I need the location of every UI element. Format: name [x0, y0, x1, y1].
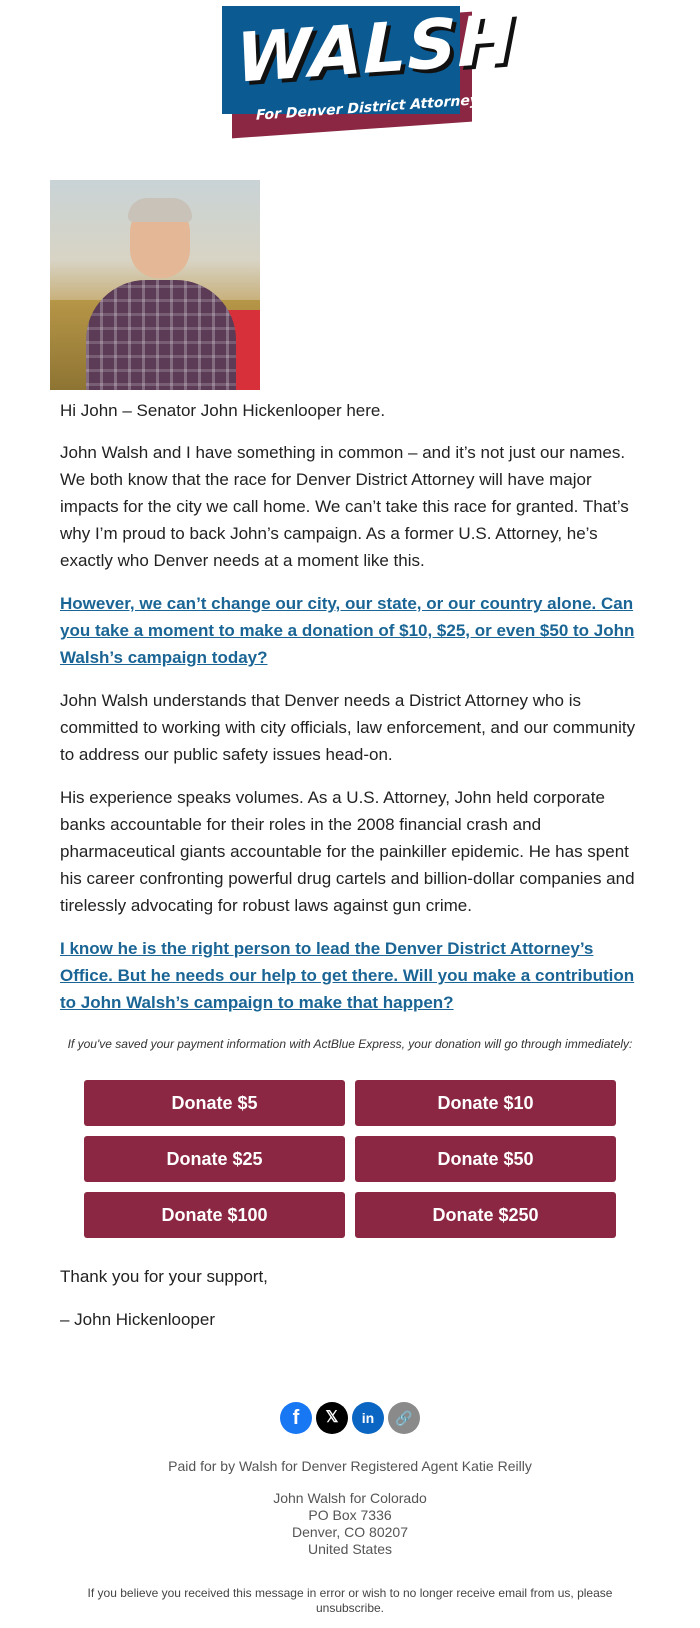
address-city: Denver, CO 80207	[292, 1524, 408, 1540]
closing	[60, 1263, 268, 1349]
paragraph-3: His experience speaks volumes. As a U.S. Attorney, John held corporate banks accountable for their roles in the 2008 financial crash and pharmaceutical giants accountable for the painkiller epidemic. He has spent his career confronting powerful drug cartels and billion-dollar companies and tirelessly advocating for robust laws against gun crime.	[60, 788, 635, 915]
thanks-text: Thank you for your support,	[60, 1267, 268, 1286]
photo-hair	[128, 198, 192, 222]
donate-5-button[interactable]: Donate $5	[84, 1080, 345, 1126]
donate-10-button[interactable]: Donate $10	[355, 1080, 616, 1126]
unsubscribe-text[interactable]: If you believe you received this message in error or wish to no longer receive email from us, please unsubscribe.	[87, 1586, 613, 1615]
greeting: Hi John – Senator John Hickenlooper here.	[60, 401, 386, 420]
logo-title: WALSH	[236, 0, 516, 99]
donate-25-button[interactable]: Donate $25	[84, 1136, 345, 1182]
donate-link-1[interactable]: However, we can’t change our city, our state, or our country alone. Can you take a moment to make a donation of $10, $25, or even $50 to John Walsh’s campaign today?	[60, 594, 635, 667]
address-name: John Walsh for Colorado	[273, 1490, 427, 1506]
paid-for-notice: Paid for by Walsh for Denver Registered Agent Katie Reilly	[168, 1458, 532, 1474]
portrait-photo	[50, 180, 260, 390]
actblue-note: If you've saved your payment information with ActBlue Express, your donation will go through immediately:	[67, 1037, 633, 1051]
facebook-icon[interactable]: f	[280, 1402, 312, 1434]
address-country: United States	[307, 1541, 393, 1557]
linkedin-icon[interactable]: in	[352, 1402, 384, 1434]
x-icon[interactable]: 𝕏	[316, 1402, 348, 1434]
paragraph-1: John Walsh and I have something in common – and it’s not just our names. We both know that the race for Denver District Attorney will have major impacts for the city we call home. We can’t take this race for granted. That’s why I’m proud to back John’s campaign. As a former U.S. Attorney, he’s exactly who Denver needs at a moment like this.	[60, 443, 629, 570]
logo-subtitle: For Denver District Attorney	[256, 92, 479, 124]
donate-50-button[interactable]: Donate $50	[355, 1136, 616, 1182]
photo-shirt	[86, 280, 236, 390]
link-icon[interactable]: 🔗	[388, 1402, 420, 1434]
social-links	[280, 1402, 420, 1436]
campaign-logo	[222, 0, 516, 138]
donate-250-button[interactable]: Donate $250	[355, 1192, 616, 1238]
donate-100-button[interactable]: Donate $100	[84, 1192, 345, 1238]
email-body	[60, 397, 640, 1032]
donate-link-2[interactable]: I know he is the right person to lead the Denver District Attorney’s Office. But he needs our help to get there. Will you make a contribution to John Walsh’s campaign to make that happen?	[60, 939, 635, 1012]
signature: – John Hickenlooper	[60, 1310, 215, 1329]
address-box: PO Box 7336	[308, 1507, 392, 1523]
paragraph-2: John Walsh understands that Denver needs a District Attorney who is committed to working with city officials, law enforcement, and our community to address our public safety issues head-on.	[60, 691, 636, 764]
